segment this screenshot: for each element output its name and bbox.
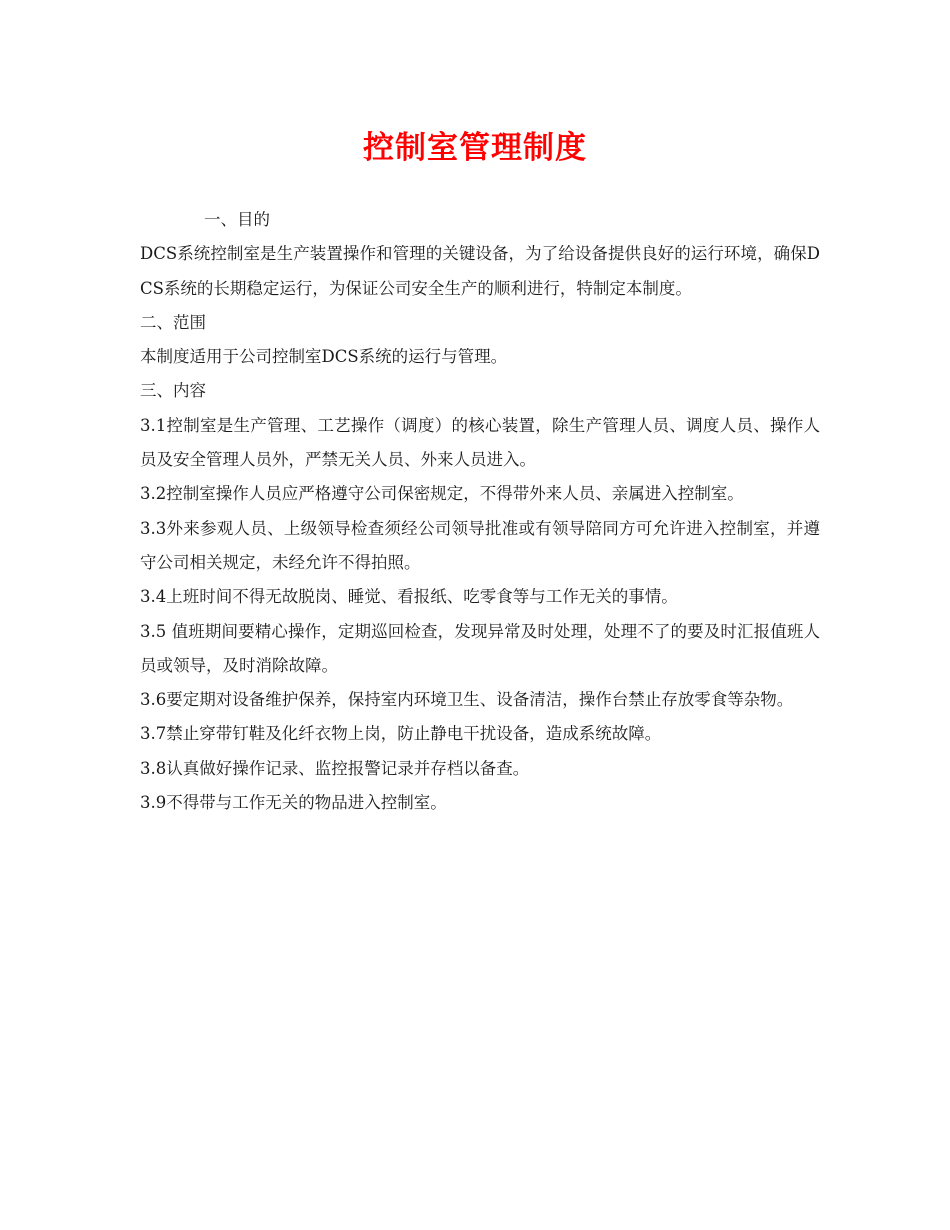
- section-heading-scope: 二、范围: [140, 312, 206, 332]
- section-heading-content: 三、内容: [140, 381, 206, 401]
- content-item-3-3: 3.3外来参观人员、上级领导检查须经公司领导批准或有领导陪同方可允许进入控制室，并遵守公司相关规定，未经允许不得拍照。: [140, 518, 820, 572]
- document-title: 控制室管理制度: [363, 130, 587, 166]
- content-item-3-2: 3.2控制室操作人员应严格遵守公司保密规定，不得带外来人员、亲属进入控制室。: [140, 484, 744, 504]
- content-item-3-8: 3.8认真做好操作记录、监控报警记录并存档以备查。: [140, 758, 530, 778]
- content-item-3-9: 3.9不得带与工作无关的物品进入控制室。: [140, 793, 447, 813]
- content-item-3-1: 3.1控制室是生产管理、工艺操作（调度）的核心装置，除生产管理人员、调度人员、操作人员及安全管理人员外，严禁无关人员、外来人员进入。: [140, 415, 820, 470]
- section-text-scope: 本制度适用于公司控制室DCS系统的运行与管理。: [140, 347, 508, 367]
- content-item-3-6: 3.6要定期对设备维护保养，保持室内环境卫生、设备清洁，操作台禁止存放零食等杂物。: [140, 690, 794, 710]
- document-body: [140, 203, 820, 820]
- content-item-3-4: 3.4上班时间不得无故脱岗、睡觉、看报纸、吃零食等与工作无关的事情。: [140, 587, 678, 607]
- content-item-3-5: 3.5 值班期间要精心操作，定期巡回检查，发现异常及时处理，处理不了的要及时汇报值班人员或领导，及时消除故障。: [140, 621, 820, 675]
- section-text-purpose: DCS系统控制室是生产装置操作和管理的关键设备，为了给设备提供良好的运行环境，确保DCS系统的长期稳定运行，为保证公司安全生产的顺利进行，特制定本制度。: [140, 244, 820, 298]
- section-heading-purpose: 一、目的: [204, 210, 270, 229]
- content-item-3-7: 3.7禁止穿带钉鞋及化纤衣物上岗，防止静电干扰设备，造成系统故障。: [140, 724, 662, 744]
